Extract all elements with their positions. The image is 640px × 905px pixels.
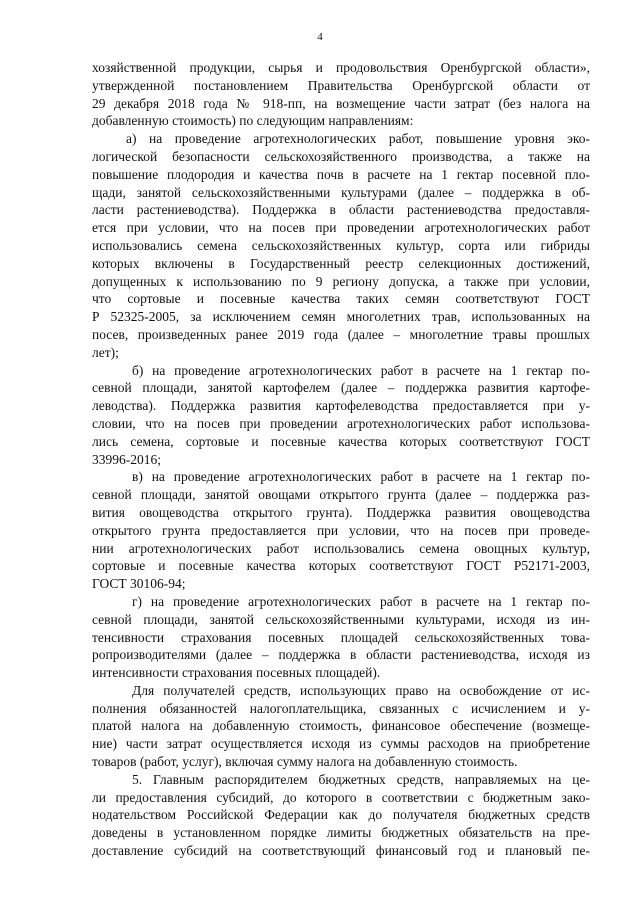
text-line: лет); <box>92 344 119 360</box>
text-line: сортовые и посевные качества которых соответствуют ГОСТ Р52171-2003, <box>92 558 590 574</box>
text-line: Р 52325-2005, за исключением семян многолетних трав, использованных на <box>92 309 590 325</box>
text-line: ется при условии, что на посев при проведении агротехнологических работ <box>92 220 590 236</box>
text-line: интенсивности страхования посевных площадей). <box>92 665 381 681</box>
text-line: посев, произведенных ранее 2019 года (далее – многолетние травы прошлых <box>92 326 590 342</box>
text-line: доведены в установленном порядке лимиты бюджетных обязательств на пре- <box>92 825 590 841</box>
text-line: а) на проведение агротехнологических работ, повышение уровня эко- <box>126 131 590 147</box>
text-line: г) на проведение агротехнологических работ в расчете на 1 гектар по- <box>132 593 590 609</box>
text-line: ропроизводителями (далее – поддержка в области растениеводства, исходя из <box>92 647 590 663</box>
text-line: вития овощеводства открытого грунта). Поддержка развития овощеводства <box>92 504 590 520</box>
text-line: полнения обязанностей налогоплательщика, связанных с исчислением и у- <box>92 700 590 716</box>
text-line: товаров (работ, услуг), включая сумму налога на добавленную стоимость. <box>92 754 518 770</box>
text-line: повышение плодородия и качества почв в расчете на 1 гектар посевной пло- <box>92 166 590 182</box>
text-line: словии, что на посев при проведении агротехнологических работ использова- <box>92 415 590 431</box>
text-line: утвержденной постановлением Правительства Оренбургской области от <box>92 77 590 93</box>
text-line: хозяйственной продукции, сырья и продовольствия Оренбургской области», <box>92 60 590 75</box>
text-line: леводства). Поддержка развития картофелеводства предоставляется при у- <box>92 398 590 414</box>
text-line: нии агротехнологических работ использовались семена овощных культур, <box>92 540 590 556</box>
text-line: добавленную стоимость) по следующим направлениям: <box>92 113 414 129</box>
text-line: нодательством Российской Федерации как до получателя бюджетных средств <box>92 807 590 823</box>
text-line: севной площади, занятой картофелем (далее – поддержка развития картофе- <box>92 380 590 396</box>
text-line: допущенных к использованию по 9 региону допуска, а также при условии, <box>92 273 590 289</box>
text-line: доставление субсидий на соответствующий финансовый год и плановый пе- <box>92 843 590 859</box>
text-line: ние) части затрат осуществляется исходя из суммы расходов на приобретение <box>92 736 590 752</box>
text-line: ласти растениеводства). Поддержка в области растениеводства предоставля- <box>92 202 590 218</box>
text-line: открытого грунта предоставляется при условии, что на посев при проведе- <box>92 522 590 538</box>
text-line: 29 декабря 2018 года № 918-пп, на возмещение части затрат (без налога на <box>92 95 590 111</box>
text-line: щади, занятой сельскохозяйственными культурами (далее – поддержка в об- <box>92 184 590 200</box>
text-line: 33996-2016; <box>92 451 161 467</box>
text-line: севной площади, занятой овощами открытого грунта (далее – поддержка раз- <box>92 487 590 503</box>
text-line: которых включены в Государственный реестр селекционных достижений, <box>92 255 590 271</box>
text-line: логической безопасности сельскохозяйственного производства, а также на <box>92 148 590 164</box>
text-line: лись семена, сортовые и посевные качества которых соответствуют ГОСТ <box>92 433 590 449</box>
text-line: ли предоставления субсидий, до которого в соответствии с бюджетным зако- <box>92 789 590 805</box>
text-line: Для получателей средств, использующих право на освобождение от ис- <box>132 682 590 698</box>
text-line: использовались семена сельскохозяйственных культур, сорта или гибриды <box>92 237 590 253</box>
text-line: севной площади, занятой сельскохозяйственными культурами, исходя из ин- <box>92 611 590 627</box>
text-line: в) на проведение агротехнологических работ в расчете на 1 гектар по- <box>132 469 590 485</box>
text-line: платой налога на добавленную стоимость, финансовое обеспечение (возмеще- <box>92 718 590 734</box>
document-body <box>92 59 590 860</box>
page-number: 4 <box>317 31 323 43</box>
text-line: тенсивности страхования посевных площадей сельскохозяйственных това- <box>92 629 590 645</box>
text-line: что сортовые и посевные качества таких семян соответствуют ГОСТ <box>92 291 590 307</box>
text-line: ГОСТ 30106-94; <box>92 576 186 592</box>
text-line: 5. Главным распорядителем бюджетных средств, направляемых на це- <box>132 771 590 787</box>
text-line: б) на проведение агротехнологических работ в расчете на 1 гектар по- <box>132 362 590 378</box>
